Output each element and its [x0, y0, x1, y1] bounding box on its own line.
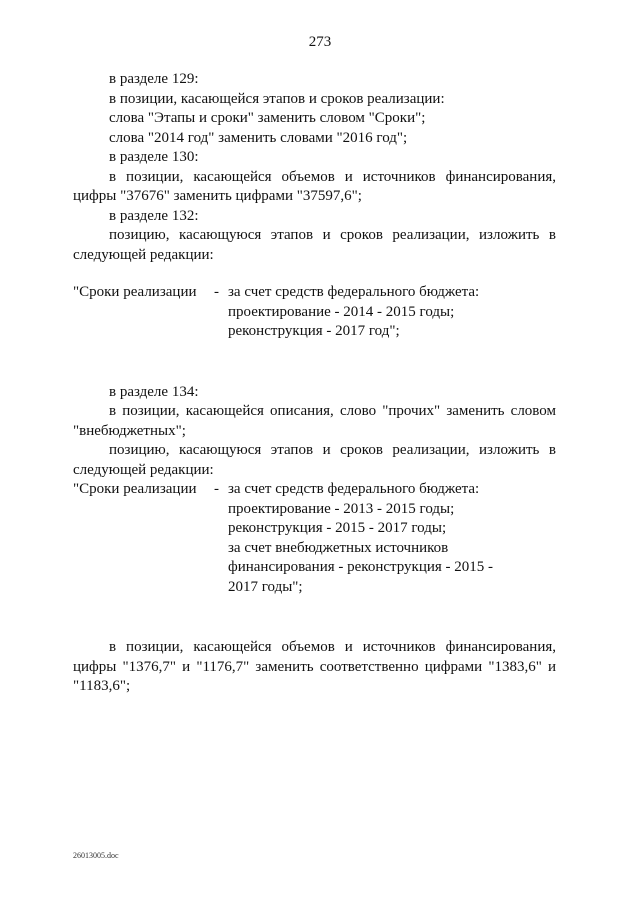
file-name-footer: 26013005.doc [73, 851, 119, 860]
amendment-line: слова "2014 год" заменить словами "2016 год"; [109, 129, 408, 146]
terms-block-132 [73, 283, 556, 342]
amendment-paragraph: позицию, касающуюся этапов и сроков реализации, изложить в следующей редакции: [73, 227, 556, 263]
amendment-paragraph: в позиции, касающейся описания, слово "прочих" заменить словом "внебюджетных"; [73, 403, 556, 439]
term-label: "Сроки реализации [73, 481, 197, 497]
document-body [73, 70, 556, 697]
spacer [73, 265, 556, 283]
page-number: 273 [308, 34, 332, 50]
term-line: за счет средств федерального бюджета: [228, 481, 480, 497]
term-line: 2017 годы"; [228, 578, 303, 595]
term-line: финансирования - реконструкция - 2015 - [228, 559, 494, 575]
term-line: за счет внебюджетных источников [228, 539, 449, 556]
term-lines [228, 283, 556, 342]
section-heading-134: в разделе 134: [109, 383, 199, 400]
term-line: проектирование - 2014 - 2015 годы; [228, 303, 455, 320]
terms-block-134 [73, 480, 556, 597]
term-line: реконструкция - 2017 год"; [228, 323, 400, 339]
amendment-paragraph: в позиции, касающейся объемов и источников финансирования, цифры "1376,7" и "1176,7" заменить соответственно цифрами "1383,6" и "1183,6"; [73, 639, 556, 694]
term-dash: - [214, 481, 219, 497]
term-line: реконструкция - 2015 - 2017 годы; [228, 520, 447, 536]
amendment-line: слова "Этапы и сроки" заменить словом "Сроки"; [109, 110, 426, 126]
term-label: "Сроки реализации [73, 284, 197, 300]
position-intro: в позиции, касающейся этапов и сроков реализации: [109, 90, 445, 107]
section-heading-129: в разделе 129: [109, 71, 199, 87]
spacer [73, 342, 556, 383]
term-dash: - [214, 284, 219, 300]
amendment-paragraph: в позиции, касающейся объемов и источников финансирования, цифры "37676" заменить цифрами "37597,6"; [73, 168, 556, 204]
term-line: проектирование - 2013 - 2015 годы; [228, 500, 455, 517]
spacer [73, 597, 556, 638]
term-lines [228, 480, 556, 597]
amendment-paragraph: позицию, касающуюся этапов и сроков реализации, изложить в следующей редакции: [73, 442, 556, 478]
term-line: за счет средств федерального бюджета: [228, 284, 480, 300]
section-heading-132: в разделе 132: [109, 207, 199, 224]
section-heading-130: в разделе 130: [109, 149, 199, 165]
